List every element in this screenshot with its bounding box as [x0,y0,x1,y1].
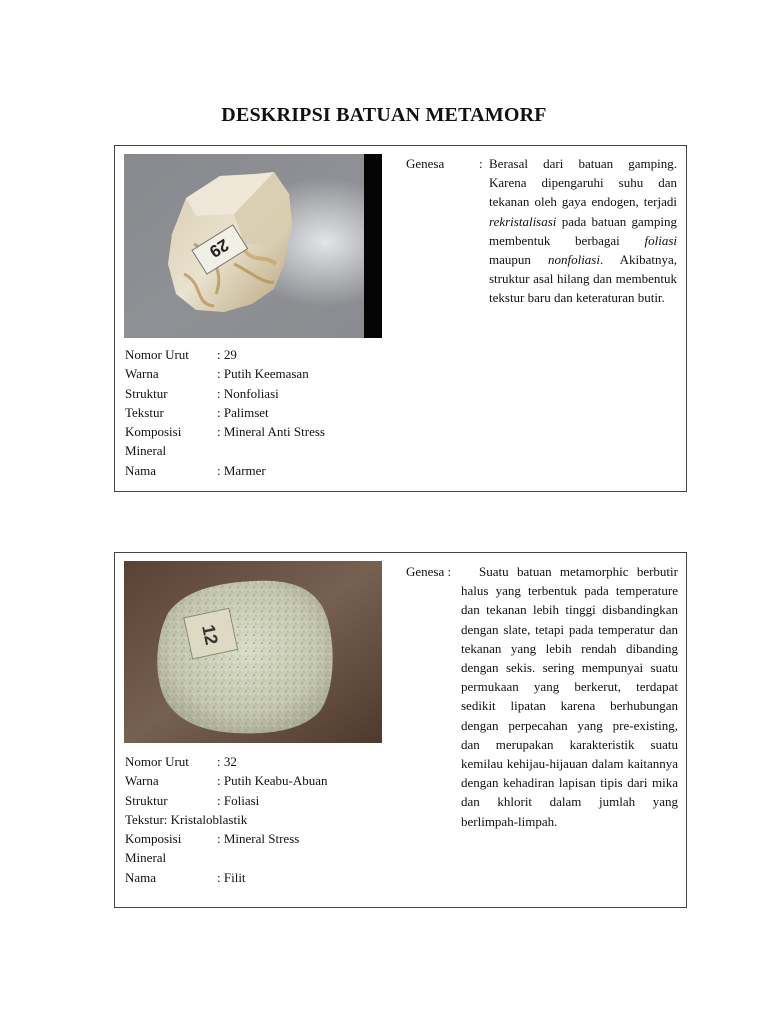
prop-value: : Foliasi [217,792,260,808]
prop-value: : 29 [217,347,237,362]
prop-row [125,422,325,441]
rock-photo-1 [124,154,382,338]
genesa-label: Genesa : [406,564,452,579]
prop-row [125,868,327,887]
prop-row [125,384,325,403]
rock-properties-2 [125,752,327,887]
prop-row [125,461,325,480]
prop-row [125,810,327,829]
prop-key: Mineral [125,850,167,866]
prop-value: : Mineral Stress [217,831,300,847]
prop-key: Struktur [125,792,168,808]
prop-key: Tekstur [125,404,164,420]
prop-value: : Nonfoliasi [217,385,279,401]
genesa-text-part: pada batuan gamping membentuk berbagai [489,213,677,248]
prop-row [125,441,325,460]
prop-row [125,848,327,867]
prop-key: Warna [125,773,159,789]
prop-row [125,791,327,810]
prop-key: Nomor Urut [125,754,189,769]
rock-properties-1 [125,345,325,480]
prop-value: : Putih Keemasan [217,366,309,382]
prop-row [125,364,325,383]
genesa-term-nonfoliasi: nonfoliasi [547,252,600,268]
genesa-colon: : [479,156,483,171]
genesa-text-part: Berasal dari batuan gamping. Karena dipengaruhi suhu dan tekanan oleh gaya endogen, terjadi [489,156,677,210]
prop-row [125,829,327,848]
genesa-block [406,562,678,831]
prop-value: : Marmer [217,462,266,478]
prop-value: : Filit [217,869,246,885]
genesa-text-part: maupun [489,252,548,268]
prop-row [125,403,325,422]
prop-key: Struktur [125,385,168,401]
prop-key: Mineral [125,443,167,459]
rock-card-1 [114,145,687,492]
document-title: DESKRIPSI BATUAN METAMORF [221,104,547,126]
genesa-term-rekristalisasi: rekristalisasi [489,213,557,229]
prop-value: : Palimset [217,404,269,420]
prop-key: Nomor Urut [125,347,189,362]
prop-value: : 32 [217,754,237,769]
prop-row [125,345,325,364]
sample-tag-29: 29 [205,235,233,262]
prop-key: Komposisi [125,831,182,847]
genesa-text [489,154,677,308]
prop-key: Nama [125,462,157,478]
sample-tag-12: 12 [198,622,222,647]
prop-key: Tekstur: Kristaloblastik [125,811,248,827]
genesa-term-foliasi: foliasi [644,232,677,248]
rock-photo-2 [124,561,382,743]
marble-rock-image [124,154,382,338]
prop-key: Warna [125,366,159,382]
prop-row [125,752,327,771]
rock-card-2 [114,552,687,908]
prop-row [125,771,327,790]
phyllite-rock-image [124,561,382,743]
prop-key: Nama [125,869,157,885]
genesa-text-part: . Akibatnya, struktur asal hilang dan membentuk tekstur baru dan keteraturan butir. [489,252,677,306]
genesa-text: Suatu batuan metamorphic berbutir halus yang terbentuk pada temperature dan tekanan lebih tinggi disbandingkan dengan slate, tetapi pada temperatur dan tekanan yang lebih rendah dibanding dengan sekis. sering mempunyai suatu permukaan yang berkerut, terdapat sedikit lipatan karena berhubungan dengan perpecahan yang pre-existing, dan merupakan karakteristik suatu kemilau kehijau-hijauan dalam kaitannya dengan kehadiran lapisan tipis dari mika dan khlorit dalam jumlah yang berlimpah-limpah. [461,564,678,829]
prop-value: : Mineral Anti Stress [217,424,325,440]
prop-value: : Putih Keabu-Abuan [217,773,328,789]
genesa-label: Genesa [406,156,445,171]
prop-key: Komposisi [125,424,182,440]
